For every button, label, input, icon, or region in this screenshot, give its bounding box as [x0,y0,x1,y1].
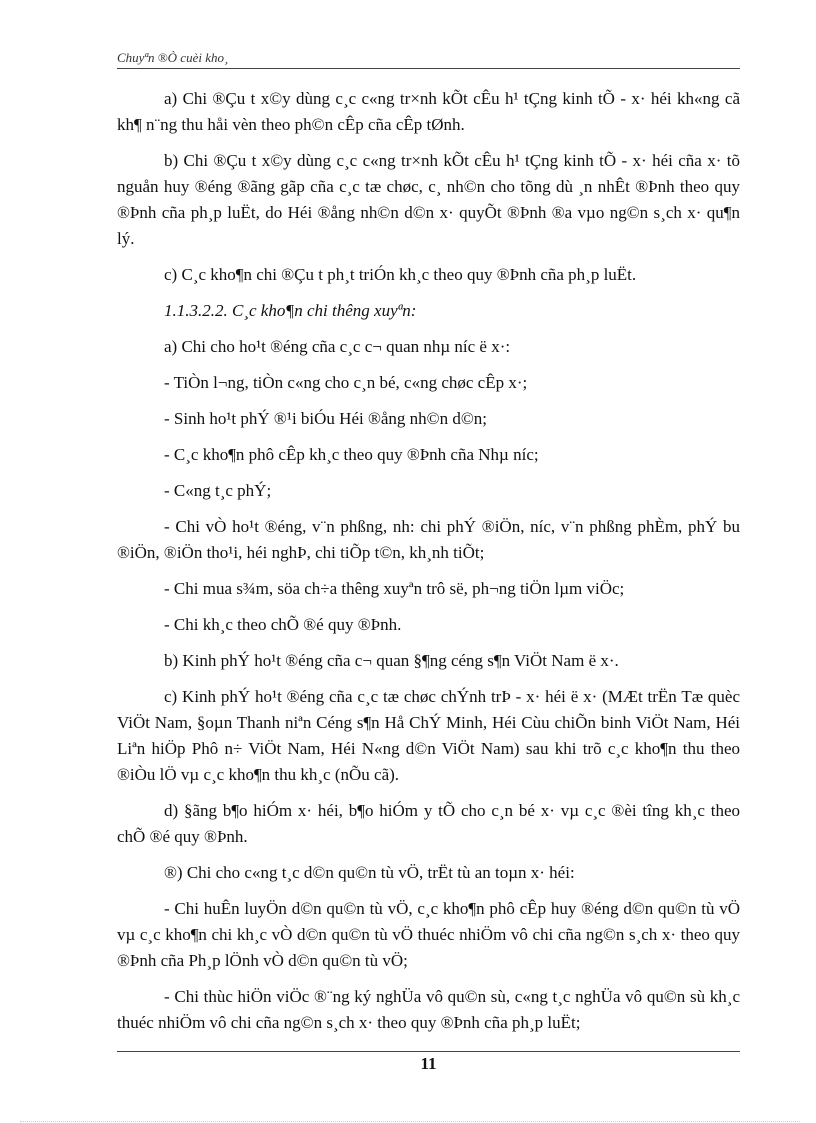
list-item: - C«ng t¸c phÝ; [164,481,272,500]
page-edge-divider [20,1121,800,1122]
list-item: - TiÒn l¬ng, tiÒn c«ng cho c¸n bé, c«ng chøc cÊp x·; [164,373,528,392]
list-item: - C¸c kho¶n phô cÊp kh¸c theo quy ®Þnh cña Nhµ níc; [164,445,539,464]
page-header: Chuyªn ®Ò cuèi kho¸ [117,50,229,65]
header-divider [117,68,740,69]
list-item: - Chi kh¸c theo chÕ ®é quy ®Þnh. [164,615,402,634]
list-item: - Sinh ho¹t phÝ ®¹i biÓu Héi ®ång nh©n d©n; [164,409,487,428]
list-item: - Chi thùc hiÖn viÖc ®¨ng ký nghÜa vô qu©n sù, c«ng t¸c nghÜa vô qu©n sù kh¸c thuéc nhiÖm vô chi cña ng©n s¸ch x· theo quy ®Þnh cña ph¸p luËt; [117,987,740,1032]
document-body [117,86,740,1046]
paragraph: b) Kinh phÝ ho¹t ®éng cña c¬ quan §¶ng céng s¶n ViÖt Nam ë x·. [164,651,619,670]
page-number: 11 [420,1054,437,1073]
paragraph: c) Kinh phÝ ho¹t ®éng cña c¸c tæ chøc chÝnh trÞ - x· héi ë x· (MÆt trËn Tæ quèc ViÖt Nam, §oµn Thanh niªn Céng s¶n Hå ChÝ Minh, Héi Cùu chiÕn binh ViÖt Nam, Héi Liªn hiÖp Phô n÷ ViÖt Nam, Héi N«ng d©n ViÖt Nam) sau khi trõ c¸c kho¶n thu theo ®iÒu lÖ vµ c¸c kho¶n thu kh¸c (nÕu cã). [117,687,740,784]
paragraph: a) Chi ®Çu t x©y dùng c¸c c«ng tr×nh kÕt cÊu h¹ tÇng kinh tÕ - x· héi kh«ng cã kh¶ n¨ng thu håi vèn theo ph©n cÊp cña cÊp tØnh. [117,89,740,134]
paragraph: d) §ãng b¶o hiÓm x· héi, b¶o hiÓm y tÕ cho c¸n bé x· vµ c¸c ®èi tîng kh¸c theo chÕ ®é quy ®Þnh. [117,801,740,846]
list-item: - Chi huÊn luyÖn d©n qu©n tù vÖ, c¸c kho¶n phô cÊp huy ®éng d©n qu©n tù vÖ vµ c¸c kho¶n chi kh¸c vÒ d©n qu©n tù vÖ thuéc nhiÖm vô chi cña ng©n s¸ch x· theo quy ®Þnh cña Ph¸p lÖnh vÒ d©n qu©n tù vÖ; [117,899,740,970]
paragraph: b) Chi ®Çu t x©y dùng c¸c c«ng tr×nh kÕt cÊu h¹ tÇng kinh tÕ - x· héi cña x· tõ nguån huy ®éng ®ãng gãp cña c¸c tæ chøc, c¸ nh©n cho tõng dù ¸n nhÊt ®Þnh theo quy ®Þnh cña ph¸p luËt, do Héi ®ång nh©n d©n x· quyÕt ®Þnh ®a vµo ng©n s¸ch x· qu¶n lý. [117,151,740,248]
paragraph: a) Chi cho ho¹t ®éng cña c¸c c¬ quan nhµ níc ë x·: [164,337,511,356]
paragraph: ®) Chi cho c«ng t¸c d©n qu©n tù vÖ, trËt tù an toµn x· héi: [164,863,575,882]
footer-divider [117,1051,740,1052]
section-heading: 1.1.3.2.2. C¸c kho¶n chi thêng xuyªn: [164,301,417,320]
list-item: - Chi mua s¾m, söa ch÷a thêng xuyªn trô së, ph¬ng tiÖn lµm viÖc; [164,579,625,598]
paragraph: c) C¸c kho¶n chi ®Çu t ph¸t triÓn kh¸c theo quy ®Þnh cña ph¸p luËt. [164,265,637,284]
list-item: - Chi vÒ ho¹t ®éng, v¨n phßng, nh: chi phÝ ®iÖn, níc, v¨n phßng phÈm, phÝ bu ®iÖn, ®iÖn tho¹i, héi nghÞ, chi tiÕp t©n, kh¸nh tiÕt; [117,517,740,562]
